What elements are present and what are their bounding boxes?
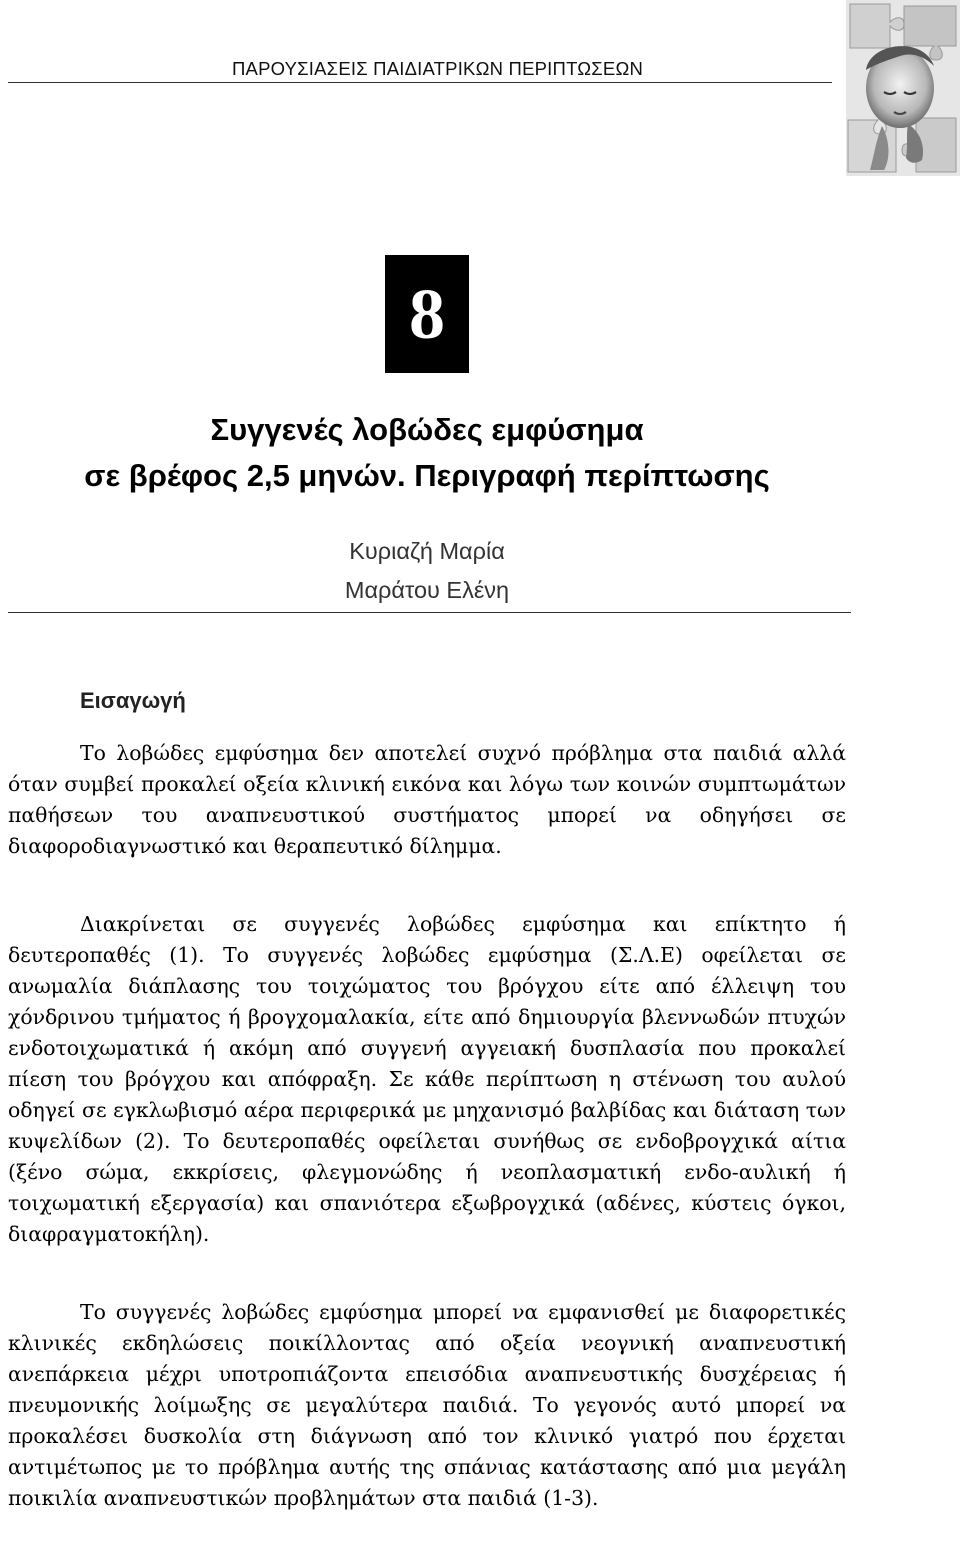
running-header: ΠΑΡΟΥΣΙΑΣΕΙΣ ΠΑΙΔΙΑΤΡΙΚΩΝ ΠΕΡΙΠΤΩΣΕΩΝ	[232, 58, 644, 79]
paragraph-1-container	[8, 738, 846, 862]
paragraph: Το συγγενές λοβώδες εμφύσημα μπορεί να εμφανισθεί με διαφορετικές κλινικές εκδηλώσεις ποικίλλοντας από οξεία νεογνική αναπνευστική ανεπάρκεια μέχρι υποτροπιάζοντα επεισόδια αναπνευστικής δυσχέρειας ή πνευμονικής λοίμωξης σε μεγαλύτερα παιδιά. Το γεγονός αυτό μπορεί να προκαλέσει δυσκολία στη διάγνωση από τον κλινικό γιατρό που έρχεται αντιμέτωπος με το πρόβλημα αυτής της σπάνιας κατάστασης από μια μεγάλη ποικιλία αναπνευστικών προβλημάτων στα παιδιά (1-3).	[8, 1300, 846, 1510]
header-divider	[8, 82, 832, 83]
paragraph: Το λοβώδες εμφύσημα δεν αποτελεί συχνό πρόβλημα στα παιδιά αλλά όταν συμβεί προκαλεί οξεία κλινική εικόνα και λόγω των κοινών συμπτωμάτων παθήσεων του αναπνευστικού συστήματος μπορεί να οδηγήσει σε διαφοροδιαγνωστικό και θεραπευτικό δίλημμα.	[8, 741, 846, 858]
title-line-2: σε βρέφος 2,5 μηνών. Περιγραφή περίπτωσης	[84, 458, 770, 493]
title-line-1: Συγγενές λοβώδες εμφύσημα	[210, 412, 644, 447]
authors-divider	[8, 612, 851, 613]
paragraph-2-container	[8, 909, 846, 1250]
chapter-number: 8	[409, 274, 445, 354]
author-2: Μαράτου Ελένη	[344, 577, 510, 603]
puzzle-child-logo	[838, 0, 960, 176]
section-heading: Εισαγωγή	[80, 688, 186, 713]
chapter-number-box	[385, 255, 469, 373]
paragraph-3-container	[8, 1297, 846, 1514]
author-1: Κυριαζή Μαρία	[349, 538, 505, 564]
paragraph: Διακρίνεται σε συγγενές λοβώδες εμφύσημα και επίκτητο ή δευτεροπαθές (1). Το συγγενές λοβώδες εμφύσημα (Σ.Λ.Ε) οφείλεται σε ανωμαλία διάπλασης του τοιχώματος του βρόγχου είτε από έλλειψη του χόνδρινου τμήματος ή βρογχομαλακία, είτε από δημιουργία βλεννωδών πτυχών ενδοτοιχωματικά ή ακόμη από συγγενή αγγειακή δυσπλασία που προκαλεί πίεση του βρόγχου και απόφραξη. Σε κάθε περίπτωση η στένωση του αυλού οδηγεί σε εγκλωβισμό αέρα περιφερικά με μηχανισμό βαλβίδας και διάταση των κυψελίδων (2). Το δευτεροπαθές οφείλεται συνήθως σε ενδοβρογχικά αίτια (ξένο σώμα, εκκρίσεις, φλεγμονώδης ή νεοπλασματική ενδο-αυλική ή τοιχωματική εξεργασία) και σπανιότερα εξωβρογχικά (αδένες, κύστεις όγκοι, διαφραγματοκήλη).	[8, 912, 846, 1246]
